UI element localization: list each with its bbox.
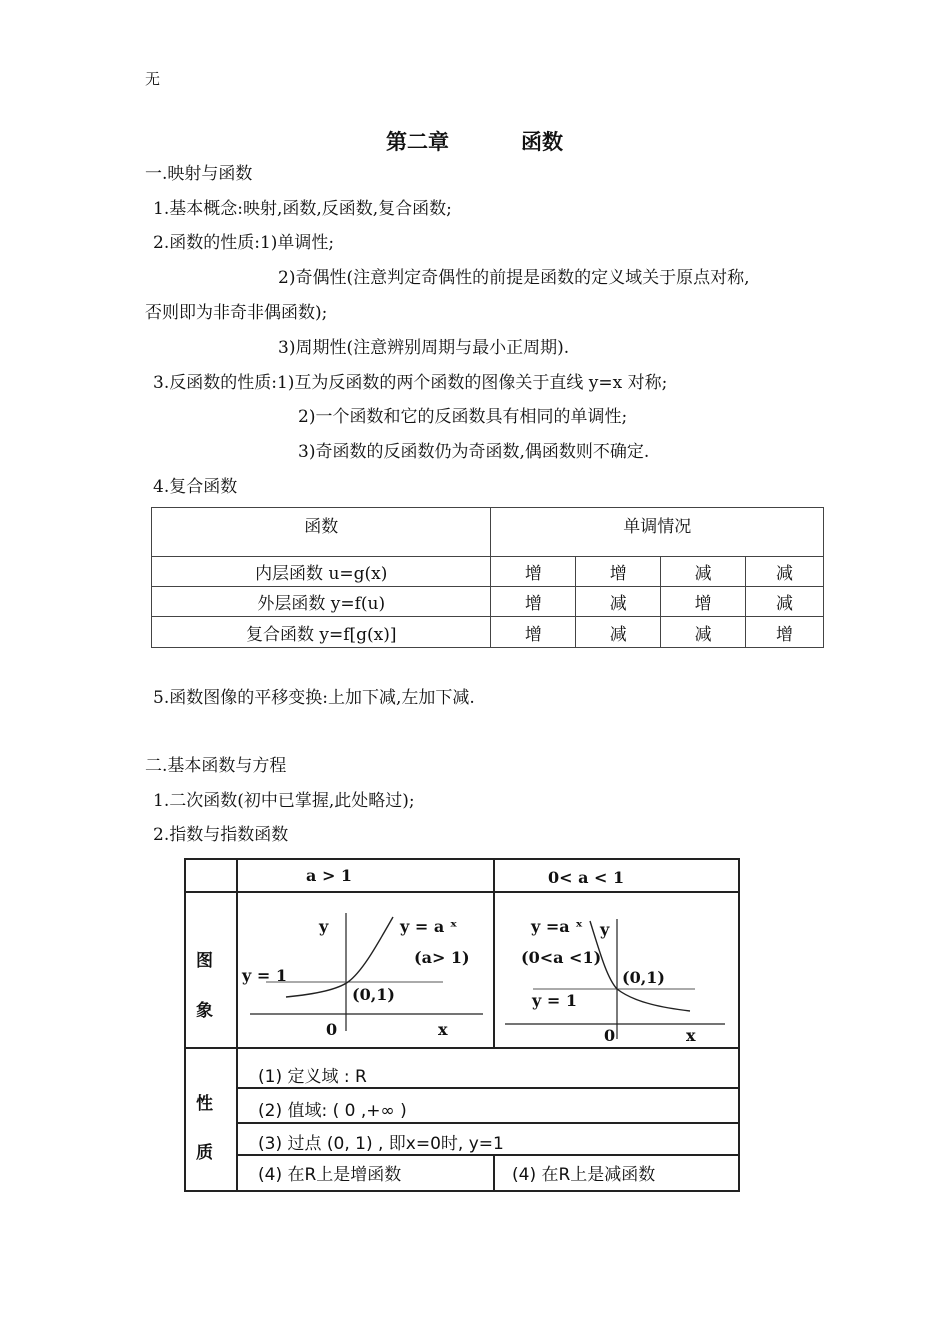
item-parity: 2)奇偶性(注意判定奇偶性的前提是函数的定义域关于原点对称, [278,268,750,288]
chapter-title: 函数 [521,129,563,154]
row-prop-label-2: 质 [196,1143,213,1163]
graph2-func: y =a ˣ [531,917,583,936]
graph1-y-label: y [319,917,329,936]
grid-line [186,1047,738,1049]
graph1-x-label: x [438,1020,448,1039]
grid-line [236,1122,738,1124]
graph2-y-label: y [600,920,610,939]
col-a-gt-1: a > 1 [306,866,353,885]
exponential-table [184,858,740,1192]
row-graph-label-1: 图 [196,951,213,971]
table-cell: 减 [661,617,746,648]
table-cell: 增 [746,617,824,648]
grid-line [236,1087,738,1089]
item-quadratic: 1.二次函数(初中已掌握,此处略过); [153,791,415,811]
table-cell: 减 [746,587,824,617]
section-heading-1: 一.映射与函数 [145,164,253,184]
row-graph-label-2: 象 [196,1001,213,1021]
item-basic-concepts: 1.基本概念:映射,函数,反函数,复合函数; [153,199,452,219]
table-cell: 增 [491,617,576,648]
prop-decreasing: (4) 在R上是减函数 [512,1165,656,1185]
graph1-origin: 0 [326,1020,338,1039]
table-cell: 增 [491,557,576,587]
composite-function-table [151,507,824,648]
graph2-point: (0,1) [622,968,665,987]
row-composite-label: 复合函数 y=f[g(x)] [152,617,491,648]
item-translation: 5.函数图像的平移变换:上加下减,左加下减. [153,688,475,708]
item-inverse: 3.反函数的性质:1)互为反函数的两个函数的图像关于直线 y=x 对称; [153,373,668,393]
prop-fixed-point: (3) 过点 (0, 1) , 即x=0时, y=1 [258,1134,504,1154]
graph2-cond: (0<a <1) [521,948,602,967]
graph1-cond: (a> 1) [414,948,470,967]
item-exponential: 2.指数与指数函数 [153,825,289,845]
row-prop-label-1: 性 [196,1094,213,1114]
prop-increasing: (4) 在R上是增函数 [258,1165,402,1185]
item-parity-cont: 否则即为非奇非偶函数); [145,303,328,323]
item-inverse-3: 3)奇函数的反函数仍为奇函数,偶函数则不确定. [298,442,650,462]
col-a-lt-1: 0< a < 1 [548,868,625,887]
head-function: 函数 [152,508,491,557]
table-cell: 减 [576,617,661,648]
item-composite: 4.复合函数 [153,477,238,497]
table-cell: 减 [661,557,746,587]
prop-range: (2) 值域: ( 0 ,+∞ ) [258,1101,407,1121]
section-heading-2: 二.基本函数与方程 [145,756,287,776]
item-properties: 2.函数的性质:1)单调性; [153,233,335,253]
head-monotonic: 单调情况 [491,508,824,557]
graph1-point: (0,1) [352,985,395,1004]
table-cell: 增 [661,587,746,617]
table-cell: 减 [576,587,661,617]
table-cell: 增 [491,587,576,617]
graph1-func: y = a ˣ [400,917,458,936]
graph2-origin: 0 [604,1026,616,1045]
item-inverse-2: 2)一个函数和它的反函数具有相同的单调性; [298,407,628,427]
page-header: 无 [145,70,161,88]
table-cell: 减 [746,557,824,587]
chapter-number: 第二章 [386,129,449,154]
graph1-asym: y = 1 [242,966,287,985]
table-cell: 增 [576,557,661,587]
grid-line [493,1156,495,1190]
prop-domain: (1) 定义域 : R [258,1067,367,1087]
graph2-asym: y = 1 [532,991,577,1010]
row-outer-label: 外层函数 y=f(u) [152,587,491,617]
item-periodicity: 3)周期性(注意辨别周期与最小正周期). [278,338,570,358]
row-inner-label: 内层函数 u=g(x) [152,557,491,587]
grid-line [236,1154,738,1156]
graph2-x-label: x [686,1026,696,1045]
